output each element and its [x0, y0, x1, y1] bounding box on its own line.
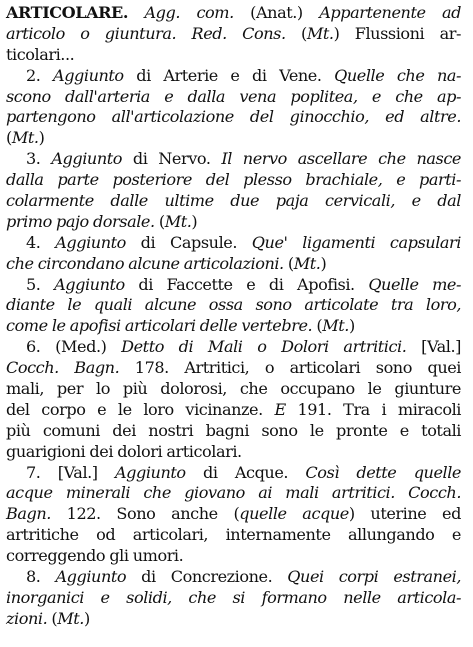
italic-text: Così dette quelle: [305, 462, 462, 482]
italic-text: Mt.: [57, 608, 84, 628]
italic-text: partengono all'articolazione del ginocchio, ed altre.: [6, 107, 461, 127]
roman-text: ticolari...: [6, 44, 75, 64]
roman-text: ): [38, 128, 45, 148]
roman-text: guarigioni dei dolori articolari.: [6, 441, 242, 461]
roman-text: ): [320, 253, 327, 273]
entry-line: [6, 212, 461, 233]
roman-text: ) uterine ed: [348, 504, 461, 524]
roman-text: correggendo gli umori.: [6, 546, 184, 566]
roman-text: ): [348, 316, 355, 336]
entry-line: [6, 358, 461, 379]
roman-text: (: [47, 608, 58, 628]
roman-text: 3.: [26, 149, 52, 169]
roman-text: [Val.]: [406, 337, 461, 357]
roman-text: di Faccette e di Apofisi.: [124, 274, 369, 294]
entry-line: [6, 45, 461, 66]
italic-text: Aggiunto: [51, 149, 122, 169]
roman-text: di Arterie e di Vene.: [123, 65, 335, 85]
entry-line: [6, 24, 461, 45]
entry-line: [6, 525, 461, 546]
italic-text: scono dall'arteria e dalla vena poplitea, e che ap-: [6, 86, 461, 106]
roman-text: ): [83, 608, 90, 628]
roman-text: (Anat.): [233, 3, 320, 22]
entry-line: [6, 107, 461, 128]
italic-text: diante le quali alcune ossa sono articolate tra loro,: [6, 295, 461, 315]
italic-text: Aggiunto: [55, 567, 127, 587]
entry-line: [6, 233, 461, 254]
entry-line: [6, 87, 461, 108]
roman-text: di Acque.: [185, 462, 306, 482]
italic-text: Il nervo ascellare che nasce: [221, 149, 462, 169]
roman-text: del corpo e le loro vicinanze.: [6, 399, 275, 419]
italic-text: Mt.: [306, 23, 334, 43]
roman-text: 4.: [26, 232, 56, 252]
italic-text: zioni.: [6, 608, 48, 628]
roman-text: più comuni dei nostri bagni sono le pronte e totali: [6, 420, 461, 440]
roman-text: ) Flussioni ar-: [333, 23, 461, 43]
entry-line: [6, 463, 461, 484]
roman-text: 178. Artritici, o articolari sono quei: [119, 358, 462, 378]
entry-line: [6, 337, 461, 358]
italic-text: Aggiunto: [54, 274, 125, 294]
entry-line: [6, 254, 461, 275]
roman-text: (: [283, 253, 294, 273]
italic-text: Quelle me-: [368, 274, 461, 294]
italic-text: che circondano alcune articolazioni.: [6, 253, 284, 273]
roman-text: mali, per lo più dolorosi, che occupano le giunture: [6, 379, 461, 399]
italic-text: Mt.: [11, 128, 39, 148]
italic-text: Appartenente ad: [319, 3, 461, 22]
italic-text: Quelle che na-: [334, 65, 461, 85]
italic-text: Aggiunto: [55, 232, 126, 252]
roman-text: 8.: [26, 567, 56, 587]
roman-text: 122. Sono anche (: [50, 504, 240, 524]
headword: ARTICOLARE.: [6, 3, 129, 22]
entry-line: [6, 483, 461, 504]
roman-text: 191. Tra i miracoli: [285, 399, 461, 419]
roman-text: di Capsule.: [125, 232, 252, 252]
roman-text: artritiche od articolari, internamente allungando e: [6, 525, 461, 545]
entry-line: [6, 588, 461, 609]
roman-text: (: [6, 128, 12, 148]
roman-text: (: [285, 23, 307, 43]
italic-text: acque minerali che giovano ai mali artritici. Cocch.: [6, 483, 461, 503]
entry-line: [6, 191, 461, 212]
italic-text: Que' ligamenti capsulari: [251, 232, 461, 252]
italic-text: Quei corpi estranei,: [287, 567, 462, 587]
italic-text: Bagn.: [6, 504, 51, 524]
entry-line: [6, 170, 461, 191]
italic-text: primo pajo dorsale.: [6, 211, 155, 231]
italic-text: Mt.: [322, 316, 349, 336]
italic-text: dalla parte posteriore del plesso brachiale, e parti-: [6, 170, 461, 190]
roman-text: (: [154, 211, 165, 231]
italic-text: Aggiunto: [53, 65, 124, 85]
italic-text: inorganici e solidi, che si formano nelle articola-: [6, 587, 461, 607]
roman-text: 7. [Val.]: [26, 462, 115, 482]
entry-line: [6, 316, 461, 337]
roman-text: (: [312, 316, 323, 336]
roman-text: [128, 3, 144, 22]
italic-text: Agg. com.: [144, 3, 234, 22]
italic-text: Mt.: [164, 211, 192, 231]
dictionary-entry-articolare: [6, 3, 461, 630]
entry-line: [6, 3, 461, 24]
entry-line: [6, 504, 461, 525]
entry-line: [6, 400, 461, 421]
entry-line: [6, 442, 461, 463]
roman-text: 6. (Med.): [26, 337, 122, 357]
roman-text: di Concrezione.: [126, 567, 288, 587]
italic-text: quelle acque: [239, 504, 349, 524]
roman-text: ): [191, 211, 198, 231]
entry-line: [6, 609, 461, 630]
roman-text: di Nervo.: [122, 149, 222, 169]
italic-text: articolo o giuntura. Red. Cons.: [6, 23, 286, 43]
italic-text: Aggiunto: [114, 462, 186, 482]
italic-text: Cocch. Bagn.: [6, 358, 120, 378]
entry-line: [6, 546, 461, 567]
italic-text: come le apofisi articolari delle vertebre.: [6, 316, 313, 336]
entry-line: [6, 149, 461, 170]
roman-text: 2.: [26, 65, 54, 85]
italic-text: Mt.: [293, 253, 321, 273]
entry-line: [6, 421, 461, 442]
entry-line: [6, 66, 461, 87]
italic-text: E: [274, 399, 286, 419]
italic-text: Detto di Mali o Dolori artritici.: [121, 337, 407, 357]
roman-text: 5.: [26, 274, 55, 294]
entry-line: [6, 567, 461, 588]
entry-line: [6, 379, 461, 400]
entry-line: [6, 128, 461, 149]
entry-line: [6, 275, 461, 296]
italic-text: colarmente dalle ultime due paja cervicali, e dal: [6, 191, 461, 211]
entry-line: [6, 295, 461, 316]
